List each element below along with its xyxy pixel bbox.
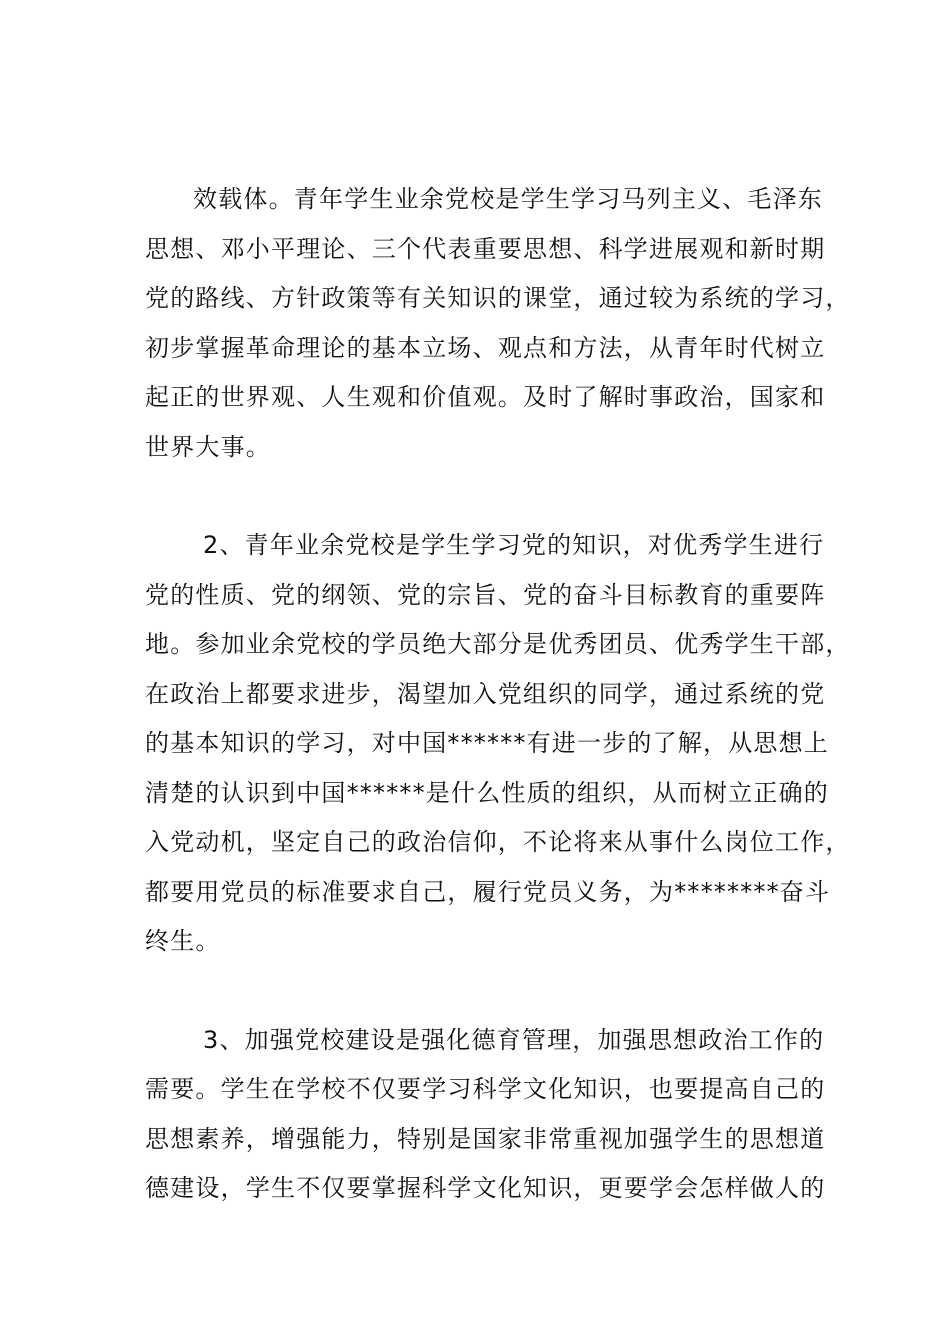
text-line: 德建设，学生不仅要掌握科学文化知识，更要学会怎样做人的	[145, 1174, 826, 1202]
text-line: 都要用党员的标准要求自己，履行党员义务，为********奋斗	[145, 877, 831, 906]
text-line: 世界大事。	[145, 432, 271, 461]
text-line: 起正的世界观、人生观和价值观。及时了解时事政治，国家和	[145, 383, 826, 411]
paragraph-3	[145, 1016, 825, 1214]
text-line: 3、加强党校建设是强化德育管理，加强思想政治工作的	[203, 1025, 825, 1054]
text-line: 需要。学生在学校不仅要学习科学文化知识，也要提高自己的	[145, 1075, 826, 1103]
text-line: 党的路线、方针政策等有关知识的课堂，通过较为系统的学习，	[145, 284, 851, 312]
text-line: 效载体。青年学生业余党校是学生学习马列主义、毛泽东	[193, 185, 823, 213]
text-line: 终生。	[145, 927, 221, 955]
text-line: 在政治上都要求进步，渴望加入党组织的同学，通过系统的党	[145, 679, 826, 708]
paragraph-1	[145, 175, 851, 472]
text-line: 2、青年业余党校是学生学习党的知识，对优秀学生进行	[203, 531, 825, 559]
text-line: 的基本知识的学习，对中国******有进一步的了解，从思想上	[145, 729, 829, 757]
paragraph-gap	[145, 472, 825, 521]
text-line: 清楚的认识到中国******是什么性质的组织，从而树立正确的	[145, 778, 829, 807]
text-line: 入党动机，坚定自己的政治信仰，不论将来从事什么岗位工作，	[145, 828, 851, 856]
text-line: 思想、邓小平理论、三个代表重要思想、科学进展观和新时期	[145, 234, 826, 263]
text-line: 初步掌握革命理论的基本立场、观点和方法，从青年时代树立	[145, 333, 826, 362]
text-line: 党的性质、党的纲领、党的宗旨、党的奋斗目标教育的重要阵	[145, 580, 826, 609]
paragraph-2	[145, 521, 851, 967]
text-line: 思想素养，增强能力，特别是国家非常重视加强学生的思想道	[145, 1124, 826, 1153]
text-line: 地。参加业余党校的学员绝大部分是优秀团员、优秀学生干部，	[145, 630, 851, 658]
paragraph-gap	[145, 967, 825, 1016]
document-body	[145, 175, 851, 1214]
